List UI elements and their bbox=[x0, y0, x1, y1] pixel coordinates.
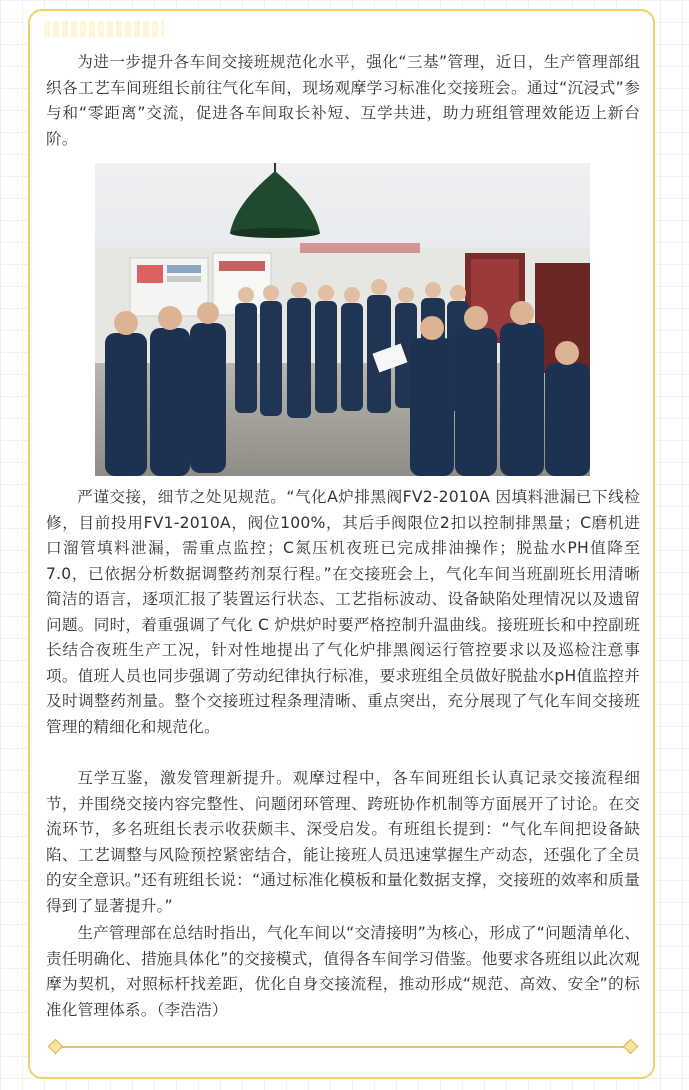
footer-divider bbox=[48, 1040, 638, 1054]
decorative-stripe bbox=[44, 21, 164, 37]
meeting-photo-illustration bbox=[95, 163, 590, 476]
diamond-right-icon bbox=[623, 1039, 639, 1055]
meeting-photo bbox=[95, 163, 590, 476]
paragraph-handover: 严谨交接，细节之处见规范。“气化A炉排黑阀FV2-2010A 因填料泄漏已下线检修，目前投用FV1-2010A，阀位100%，其后手阀限位2扣以控制排黑量；C磨机进口溜管填料泄漏，需重点监控；C氮压机夜班已完成排油操作；脱盐水PH值降至 7.0，已依据分析数据调整药剂泵行程。”在交接班会上，气化车间当班副班长用清晰简洁的语言，逐项汇报了装置运行状态、工艺指标波动、设备缺陷处理情况以及遗留问题。同时，着重强调了气化 C 炉烘炉时要严格控制升温曲线。接班班长和中控副班长结合夜班生产工况，针对性地提出了气化炉排黑阀运行管控要求以及巡检注意事项。值班人员也同步强调了劳动纪律执行标准，要求班组全员做好脱盐水pH值监控并及时调整药剂量。整个交接班过程条理清晰、重点突出，充分展现了气化车间交接班管理的精细化和规范化。 bbox=[46, 488, 640, 736]
paragraph-mutual-learning: 互学互鉴，激发管理新提升。观摩过程中，各车间班组长认真记录交接流程细节，并围绕交接内容完整性、问题闭环管理、跨班协作机制等方面展开了讨论。在交流环节，多名班组长表示收获颇丰、深受启发。有班组长提到：“气化车间把设备缺陷、工艺调整与风险预控紧密结合，能让接班人员迅速掌握生产动态，还强化了全员的安全意识。”还有班组长说：“通过标准化模板和量化数据支撑，交接班的效率和质量得到了显著提升。” bbox=[46, 769, 640, 915]
divider-line bbox=[58, 1046, 628, 1048]
diamond-left-icon bbox=[48, 1039, 64, 1055]
paragraph-intro: 为进一步提升各车间交接班规范化水平，强化“三基”管理，近日，生产管理部组织各工艺车间班组长前往气化车间，现场观摩学习标准化交接班会。通过“沉浸式”参与和“零距离”交流，促进各车间取长补短、互学共进，助力班组管理效能迈上新台阶。 bbox=[46, 53, 640, 148]
paragraph-summary: 生产管理部在总结时指出，气化车间以“交清接明”为核心，形成了“问题清单化、责任明确化、措施具体化”的交接模式，值得各车间学习借鉴。他要求各班组以此次观摩为契机，对照标杆找差距，优化自身交接流程，推动形成“规范、高效、安全”的标准化管理体系。（李浩浩） bbox=[46, 924, 640, 1019]
